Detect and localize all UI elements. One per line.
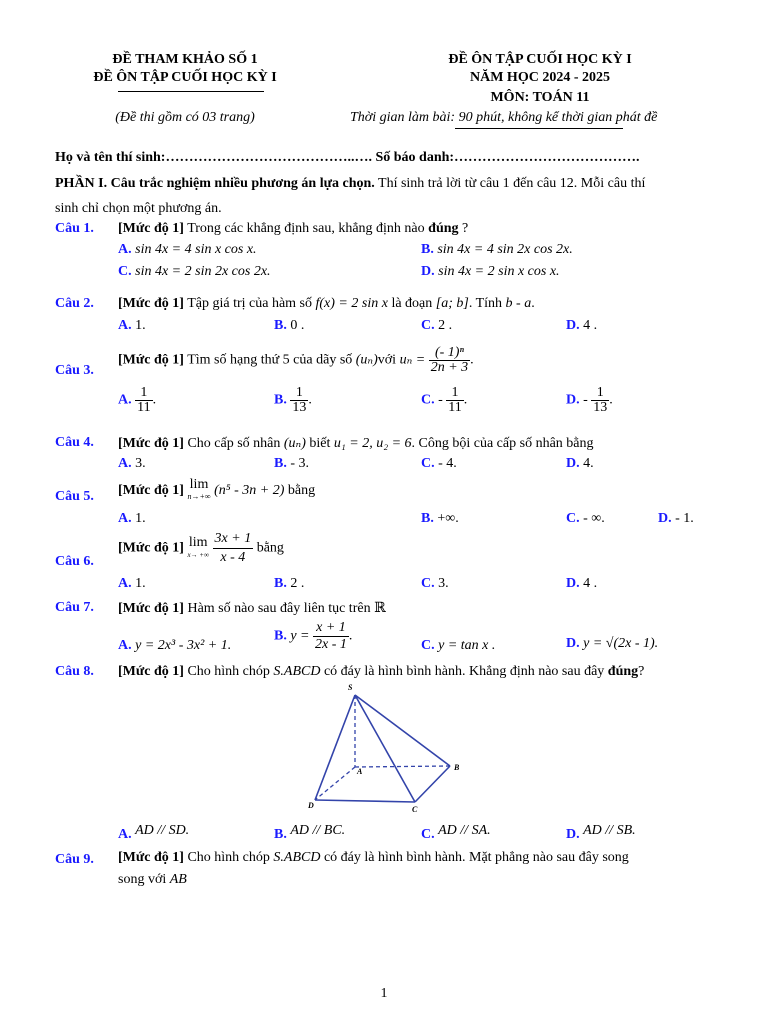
option-key: B. (274, 392, 287, 408)
option-value: 2 . (438, 318, 453, 333)
option-a[interactable] (118, 576, 146, 592)
option-d[interactable] (658, 511, 694, 527)
option-d[interactable] (566, 456, 594, 472)
stem-math: ℝ (374, 601, 386, 616)
option-c[interactable] (118, 264, 271, 280)
option-sign: - (438, 392, 443, 408)
option-value: AD // SB. (583, 823, 636, 838)
edge-SC (355, 695, 415, 802)
option-b[interactable]: B. $\frac{1}{13}$ . (274, 385, 312, 415)
option-key: C. (118, 264, 132, 279)
question-label: Câu 2. (55, 296, 94, 311)
option-key: B. (274, 576, 287, 591)
option-value: 3. (135, 456, 146, 471)
option-value: - ∞. (583, 511, 605, 526)
option-key: C. (421, 392, 435, 408)
option-key: D. (566, 392, 580, 408)
fraction-numerator: 1 (135, 386, 152, 401)
option-value: AD // BC. (290, 823, 346, 838)
fraction-numerator: x + 1 (313, 620, 349, 637)
option-c[interactable]: C. - $\frac{1}{11}$ . (421, 385, 468, 415)
fraction-denominator: 2n + 3 (430, 360, 469, 375)
option-value: sin 4x = 2 sin 2x cos 2x. (135, 264, 271, 279)
option-a[interactable] (118, 638, 231, 654)
question-9 (55, 852, 94, 868)
option-value: y = 2x³ - 3x² + 1. (135, 638, 232, 653)
stem-math: [a; b] (435, 296, 469, 311)
option-key: B. (274, 456, 287, 471)
option-a[interactable] (118, 456, 146, 472)
level-tag: [Mức độ 1] (118, 664, 184, 679)
question-8-stem (118, 664, 644, 680)
option-key: A. (118, 827, 132, 842)
option-key: A. (118, 242, 132, 257)
limit-operator (187, 479, 210, 503)
fraction-denominator: 13 (593, 400, 608, 415)
fraction-numerator: (- 1)ⁿ (429, 346, 470, 361)
stem-math: u₁ = 2, u₂ = 6 (333, 436, 412, 451)
question-6-stem (118, 530, 284, 567)
level-tag: [Mức độ 1] (118, 483, 184, 498)
vertex-label-c: C (412, 805, 418, 814)
question-2-stem (118, 296, 535, 312)
stem-text: Cho hình chóp (183, 664, 274, 679)
option-a[interactable]: A. $\frac{1}{11}$ . (118, 385, 157, 415)
question-label: Câu 7. (55, 600, 94, 615)
option-value: sin 4x = 4 sin x cos x. (135, 242, 257, 257)
stem-text: là đoạn (387, 296, 436, 311)
option-c[interactable] (421, 823, 491, 842)
option-key: D. (566, 827, 580, 842)
option-key: C. (421, 576, 435, 591)
question-8 (55, 664, 94, 680)
header-right-note: Thời gian làm bài: 90 phút, không kể thời gian phát đề (350, 110, 658, 125)
option-value: 4. (583, 456, 594, 471)
option-value: - 4. (438, 456, 457, 471)
option-b[interactable] (421, 511, 459, 527)
page-number: 1 (380, 986, 388, 1001)
stem-emphasis: đúng (428, 221, 459, 236)
header-left-line2: ĐỀ ÔN TẬP CUỐI HỌC KỲ I (93, 70, 277, 85)
fraction-numerator: 3x + 1 (213, 530, 254, 549)
option-key: D. (421, 264, 435, 279)
part1-desc2: sinh chỉ chọn một phương án. (55, 201, 222, 216)
stem-math: AB (169, 872, 187, 887)
level-tag: [Mức độ 1] (118, 850, 184, 865)
option-value: sin 4x = 4 sin 2x cos 2x. (437, 242, 573, 257)
question-label: Câu 5. (55, 489, 94, 504)
option-value: 1. (135, 511, 146, 526)
fraction-numerator: 1 (290, 386, 308, 401)
option-value: AD // SD. (135, 823, 190, 838)
stem-fraction (429, 346, 470, 375)
option-sign: - (583, 392, 588, 408)
option-value: 1. (135, 318, 146, 333)
edge-CB (415, 766, 450, 802)
header-left-line1: ĐỀ THAM KHẢO SỐ 1 (112, 52, 258, 67)
edge-DC (315, 800, 415, 802)
question-3-stem: [Mức độ 1] Tìm số hạng thứ 5 của dãy số (uₙ)với uₙ = $\frac{\text{(- 1)ⁿ}}{2n + 3}$ . (118, 345, 474, 375)
option-key: C. (566, 511, 580, 526)
option-value: 1. (135, 576, 146, 591)
option-key: B. (274, 628, 287, 644)
pyramid-figure (300, 680, 470, 815)
stem-text: Tập giá trị của hàm số (183, 296, 316, 311)
header-right-line2: NĂM HỌC 2024 - 2025 (470, 70, 610, 85)
stem-math: (uₙ) (355, 352, 378, 368)
option-value: 0 . (290, 318, 305, 333)
edge-AB (355, 766, 450, 767)
option-value: y = tan x . (438, 638, 496, 653)
part1-title: PHẦN I. Câu trắc nghiệm nhiều phương án lựa chọn. (55, 176, 375, 191)
option-key: C. (421, 456, 435, 471)
option-fraction (591, 386, 609, 415)
level-tag: [Mức độ 1] (118, 540, 184, 556)
header-left-rule (118, 91, 264, 92)
option-key: D. (566, 318, 580, 333)
vertex-label-b: B (454, 763, 460, 772)
option-key: A. (118, 392, 132, 408)
option-key: C. (421, 318, 435, 333)
vertex-label-a: A (357, 767, 363, 776)
option-key: B. (421, 242, 434, 257)
question-6 (55, 554, 94, 570)
question-5-stem (118, 479, 315, 503)
option-d[interactable]: D. - $\frac{1}{13}$ . (566, 385, 613, 415)
fraction-numerator: 1 (446, 386, 463, 401)
edge-SB (355, 695, 450, 766)
option-value: 2 . (290, 576, 305, 591)
option-key: C. (421, 638, 435, 653)
option-value: 3. (438, 576, 449, 591)
stem-math: (uₙ) (283, 436, 306, 451)
stem-text: có đáy là hình bình hành. Mặt phẳng nào sau đây song (320, 850, 629, 865)
option-a[interactable] (118, 511, 146, 527)
header-left-note: (Đề thi gồm có 03 trang) (115, 110, 255, 125)
limit-expression: (n⁵ - 3n + 2) (214, 483, 285, 498)
level-tag: [Mức độ 1] (118, 221, 184, 236)
stem-text: bằng (284, 483, 316, 498)
option-c[interactable] (421, 576, 449, 592)
option-value: 4 . (583, 576, 598, 591)
stem-text: có đáy là hình bình hành. Khẳng định nào sau đây (320, 664, 608, 679)
option-c[interactable] (421, 456, 457, 472)
part1-desc1: Thí sinh trả lời từ câu 1 đến câu 12. Mỗi câu thí (374, 176, 646, 191)
stem-text: Tìm số hạng thứ 5 của dãy số (183, 352, 356, 368)
limit-text: lim (188, 534, 208, 550)
option-d[interactable] (566, 823, 636, 842)
option-key: B. (274, 827, 287, 842)
header-right-line1: ĐỀ ÔN TẬP CUỐI HỌC KỲ I (448, 52, 632, 67)
header-right-line3: MÔN: TOÁN 11 (490, 90, 590, 105)
option-key: A. (118, 318, 132, 333)
stem-text: bằng (256, 540, 284, 556)
option-key: D. (566, 636, 580, 651)
stem-math: f(x) = 2 sin x (315, 296, 388, 311)
option-key: C. (421, 827, 435, 842)
question-7 (55, 600, 94, 616)
limit-text: lim (189, 477, 209, 492)
question-label: Câu 1. (55, 221, 94, 236)
option-d[interactable] (421, 264, 560, 280)
option-key: A. (118, 511, 132, 526)
student-info-line: Họ và tên thí sinh:…………………………………..…. Số báo danh:…………………………………. (55, 150, 640, 165)
question-1-stem (118, 221, 468, 237)
stem-tail: ? (458, 221, 469, 236)
stem-text: Trong các khẳng định sau, khẳng định nào (183, 221, 429, 236)
option-value: +∞. (437, 511, 459, 526)
question-label: Câu 4. (55, 435, 94, 450)
edge-SD (315, 695, 355, 800)
option-prefix: y = (290, 628, 310, 644)
limit-fraction (213, 530, 254, 567)
question-4-stem (118, 435, 594, 452)
option-key: B. (421, 511, 434, 526)
fraction-denominator: 13 (292, 400, 307, 415)
option-fraction (135, 386, 152, 415)
option-key: A. (118, 638, 132, 653)
stem-tail: ? (638, 664, 645, 679)
stem-text: Cho hình chóp (183, 850, 274, 865)
question-5 (55, 489, 94, 505)
option-d[interactable] (566, 576, 597, 592)
option-b[interactable] (274, 456, 309, 472)
option-value: - 3. (290, 456, 310, 471)
question-label: Câu 6. (55, 554, 94, 569)
question-label: Câu 8. (55, 664, 94, 679)
stem-text: . Tính (468, 296, 506, 311)
option-c[interactable] (421, 318, 452, 334)
limit-subscript: n→+∞ (187, 492, 211, 501)
stem-text: . Công bội của cấp số nhân bằng (411, 436, 594, 451)
level-tag: [Mức độ 1] (118, 352, 184, 368)
option-value: 4 . (583, 318, 598, 333)
option-value: - 1. (675, 511, 694, 526)
stem-text: song với (118, 872, 170, 887)
vertex-label-d: D (308, 801, 314, 810)
option-key: D. (566, 576, 580, 591)
option-d[interactable] (566, 636, 658, 652)
question-3 (55, 363, 94, 379)
option-key: D. (658, 511, 672, 526)
stem-text: Hàm số nào sau đây liên tục trên (183, 601, 375, 616)
fraction-denominator: 2x - 1 (315, 637, 347, 652)
option-key: D. (566, 456, 580, 471)
limit-subscript: x→ +∞ (187, 550, 210, 559)
option-value: AD // SA. (438, 823, 491, 838)
option-key: A. (118, 456, 132, 471)
option-fraction (290, 386, 308, 415)
option-fraction (313, 620, 349, 653)
option-c[interactable] (421, 638, 495, 654)
question-2 (55, 296, 94, 312)
question-1 (55, 221, 94, 237)
question-label: Câu 9. (55, 852, 94, 867)
fraction-denominator: x - 4 (220, 550, 246, 565)
level-tag: [Mức độ 1] (118, 436, 184, 451)
option-b[interactable] (274, 823, 346, 842)
option-a[interactable] (118, 318, 146, 334)
stem-emphasis: đúng (607, 664, 639, 679)
stem-math: S.ABCD (273, 664, 321, 679)
limit-operator (187, 534, 210, 561)
stem-period: . (531, 296, 535, 311)
question-7-stem (118, 600, 386, 617)
option-c[interactable] (566, 511, 605, 527)
question-label: Câu 3. (55, 363, 94, 378)
header-right-rule (455, 128, 623, 129)
option-fraction (446, 386, 463, 415)
question-9-stem (118, 850, 629, 866)
part1-heading (55, 176, 645, 192)
option-key: B. (274, 318, 287, 333)
fraction-numerator: 1 (591, 386, 609, 401)
option-d[interactable] (566, 318, 597, 334)
stem-text: biết (305, 436, 334, 451)
option-b[interactable] (274, 318, 304, 334)
stem-math: S.ABCD (273, 850, 321, 865)
fraction-denominator: 11 (137, 400, 151, 415)
option-b[interactable]: B. y = $\frac{x + 1}{2x - 1}$ . (274, 620, 353, 652)
level-tag: [Mức độ 1] (118, 296, 184, 311)
fraction-denominator: 11 (448, 400, 462, 415)
vertex-label-s: S (348, 683, 353, 692)
level-tag: [Mức độ 1] (118, 601, 184, 616)
option-b[interactable] (421, 242, 573, 258)
option-a[interactable] (118, 823, 190, 842)
option-value: sin 4x = 2 sin x cos x. (438, 264, 560, 279)
question-4 (55, 435, 94, 451)
question-9-stem-line2 (118, 872, 187, 888)
option-key: A. (118, 576, 132, 591)
stem-text: Cho cấp số nhân (183, 436, 284, 451)
option-value: y = √(2x - 1). (583, 636, 659, 651)
stem-math: b - a (505, 296, 532, 311)
option-b[interactable] (274, 576, 304, 592)
stem-math: uₙ = (399, 352, 426, 368)
option-a[interactable] (118, 242, 257, 258)
stem-text: với (377, 352, 400, 368)
